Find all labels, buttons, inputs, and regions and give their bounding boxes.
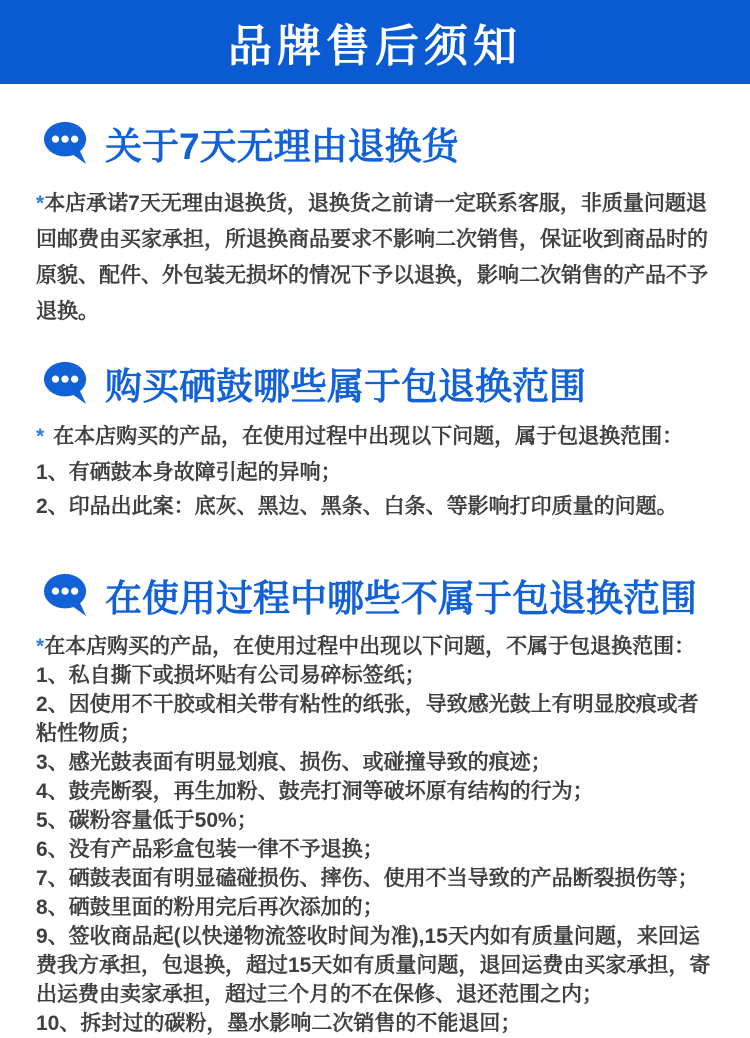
star-mark: * (36, 425, 45, 448)
section-body (36, 632, 714, 1038)
section-heading-row (36, 568, 714, 622)
list-item: 1、有硒鼓本身故障引起的异响； (36, 461, 342, 484)
list-item: 2、印品出此案：底灰、黑边、黑条、白条、等影响打印质量的问题。 (36, 495, 678, 518)
rule-list (36, 458, 714, 522)
list-item: 2、因使用不干胶或相关带有粘性的纸张，导致感光鼓上有明显胶痕或者粘性物质； (36, 693, 699, 745)
list-item: 4、鼓壳断裂，再生加粉、鼓壳打洞等破坏原有结构的行为； (36, 780, 594, 803)
list-item: 6、没有产品彩盒包装一律不予退换； (36, 838, 384, 861)
section-heading-row (36, 356, 714, 410)
star-mark: * (36, 635, 45, 658)
section-covered-by-returns (0, 356, 750, 522)
intro-paragraph (36, 422, 714, 452)
list-item: 1、私自撕下或损坏贴有公司易碎标签纸； (36, 664, 426, 687)
section-heading-row (36, 116, 714, 170)
section-heading: 关于7天无理由退换货 (105, 126, 459, 167)
list-item: 9、签收商品起(以快递物流签收时间为准),15天内如有质量问题，来回运费我方承担，包退换，超过15天如有质量问题，退回运费由买家承担，寄出运费由卖家承担，超过三个月的不在保修、退还范围之内； (36, 925, 711, 1006)
section-not-covered-by-returns (0, 568, 750, 1038)
chat-bubble-icon (42, 360, 90, 406)
list-item: 10、拆封过的碳粉，墨水影响二次销售的不能退回； (36, 1012, 522, 1035)
intro-paragraph (36, 632, 714, 661)
list-item: 7、硒鼓表面有明显磕碰损伤、摔伤、使用不当导致的产品断裂损伤等； (36, 867, 699, 890)
chat-bubble-icon (42, 572, 90, 618)
intro-paragraph (36, 186, 714, 330)
list-item: 5、碳粉容量低于50%； (36, 809, 258, 832)
section-body (36, 186, 714, 330)
star-mark: * (36, 192, 45, 215)
chat-bubble-icon (42, 120, 90, 166)
list-item: 8、硒鼓里面的粉用完后再次添加的； (36, 896, 384, 919)
section-heading: 在使用过程中哪些不属于包退换范围 (105, 578, 697, 619)
section-heading: 购买硒鼓哪些属于包退换范围 (105, 366, 586, 407)
list-item: 3、感光鼓表面有明显划痕、损伤、或碰撞导致的痕迹； (36, 751, 552, 774)
rule-list (36, 661, 714, 1038)
section-body (36, 422, 714, 522)
intro-text: 在本店购买的产品，在使用过程中出现以下问题，属于包退换范围： (53, 425, 684, 448)
section-7day-returns (0, 116, 750, 330)
banner (0, 0, 750, 84)
intro-text: 在本店购买的产品，在使用过程中出现以下问题，不属于包退换范围： (44, 635, 696, 658)
intro-text: 本店承诺7天无理由退换货，退换货之前请一定联系客服，非质量问题退回邮费由买家承担，所退换商品要求不影响二次销售，保证收到商品时的原貌、配件、外包装无损坏的情况下予以退换，影响二次销售的产品不予退换。 (36, 192, 708, 323)
page-title: 品牌售后须知 (228, 22, 522, 71)
